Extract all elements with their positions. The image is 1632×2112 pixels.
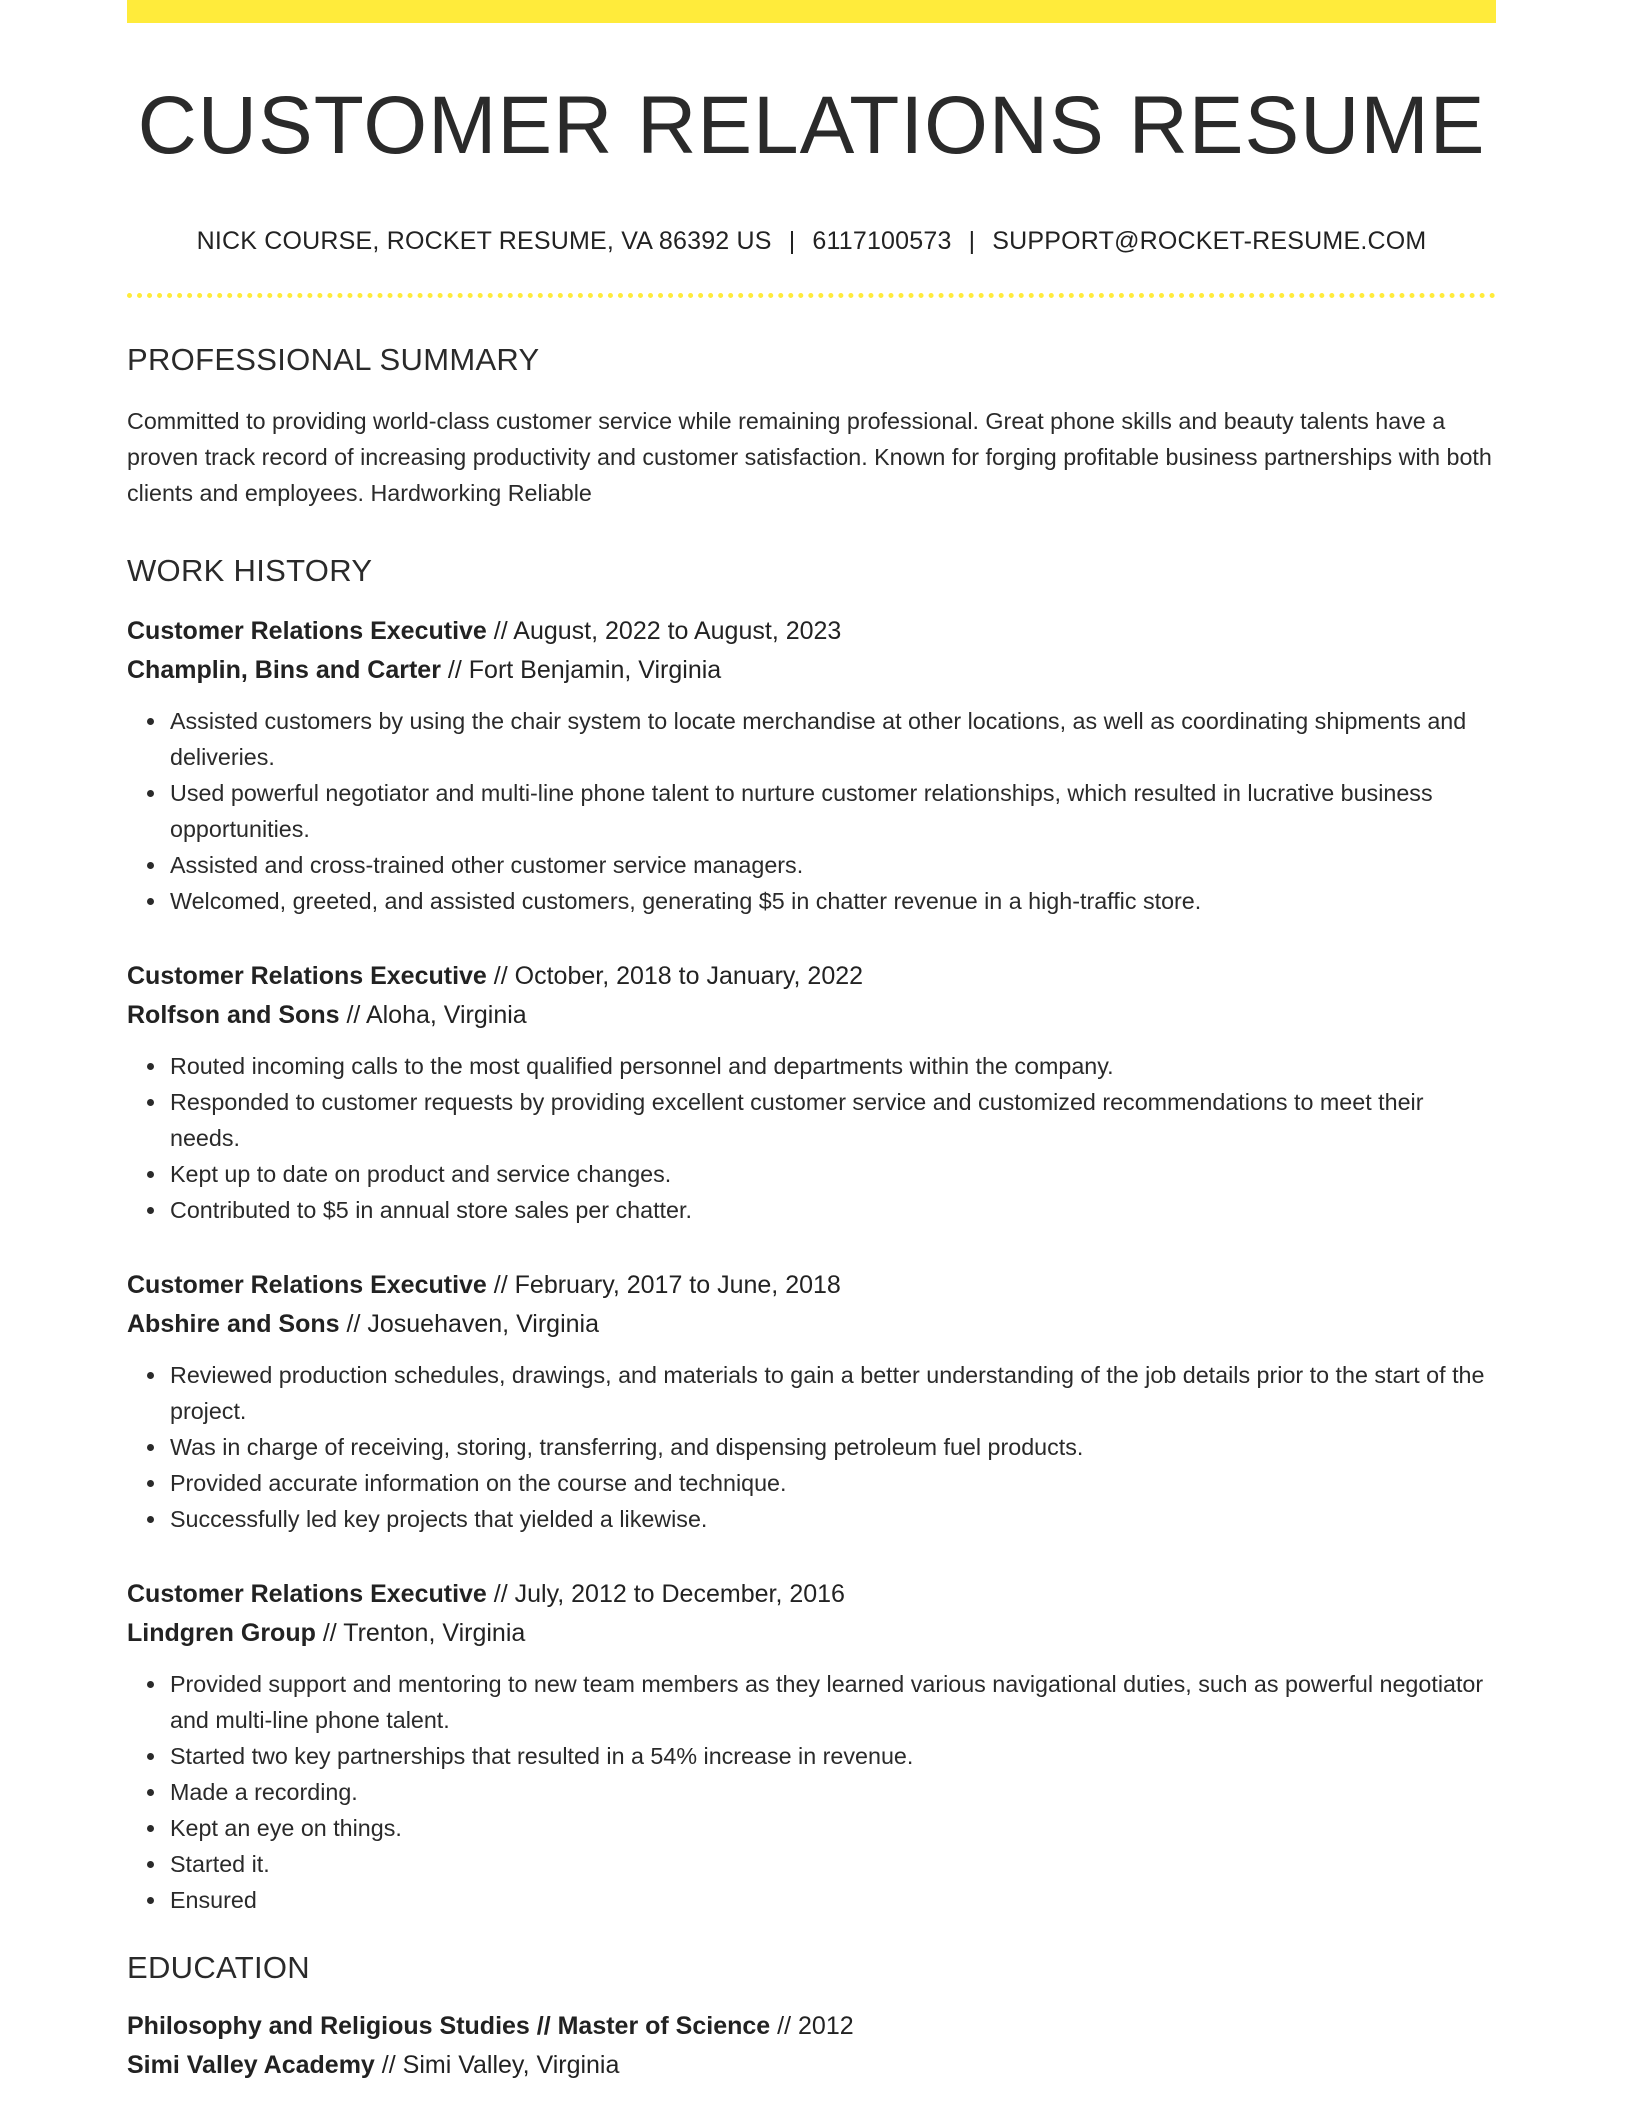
contact-email: SUPPORT@ROCKET-RESUME.COM [992,227,1427,255]
education-heading: EDUCATION [127,1950,310,1985]
job-entry [127,1266,1496,1537]
job-location: Fort Benjamin, Virginia [468,656,722,684]
job-company-line [127,1305,1496,1344]
separator: // [346,1001,361,1029]
job-location: Josuehaven, Virginia [367,1310,599,1338]
separator: // [777,2012,792,2040]
job-title: Customer Relations Executive [127,617,487,645]
job-bullets [127,1357,1496,1537]
job-bullet: Contributed to $5 in annual store sales per chatter. [170,1192,1496,1228]
job-bullet: Provided support and mentoring to new team members as they learned various navigational duties, such as powerful negotiator and multi-line phone talent. [170,1666,1496,1738]
education-entry [127,2007,1496,2085]
job-company: Rolfson and Sons [127,1001,340,1029]
separator: // [447,656,462,684]
job-company: Champlin, Bins and Carter [127,656,441,684]
job-bullets [127,703,1496,919]
separator: // [493,962,508,990]
job-title: Customer Relations Executive [127,962,487,990]
job-company-line [127,1614,1496,1653]
separator: // [381,2051,396,2079]
separator: // [322,1619,337,1647]
job-title: Customer Relations Executive [127,1271,487,1299]
job-bullet: Responded to customer requests by providing excellent customer service and customized recommendations to meet their needs. [170,1084,1496,1156]
education-school-line [127,2046,1496,2085]
separator: // [346,1310,361,1338]
education-degree: Philosophy and Religious Studies // Master of Science [127,2012,771,2040]
job-title-line [127,1575,1496,1614]
job-bullet: Started it. [170,1846,1496,1882]
work-history-heading: WORK HISTORY [127,553,373,588]
education-school: Simi Valley Academy [127,2051,375,2079]
job-dates: October, 2018 to January, 2022 [514,962,864,990]
job-bullet: Assisted customers by using the chair system to locate merchandise at other locations, as well as coordinating shipments and deliveries. [170,703,1496,775]
job-entry [127,1575,1496,1918]
separator: // [493,1271,508,1299]
job-bullet: Kept an eye on things. [170,1810,1496,1846]
education-location: Simi Valley, Virginia [402,2051,620,2079]
job-bullet: Routed incoming calls to the most qualified personnel and departments within the company. [170,1048,1496,1084]
job-location: Trenton, Virginia [343,1619,526,1647]
job-dates: July, 2012 to December, 2016 [514,1580,845,1608]
job-entry [127,957,1496,1228]
job-bullet: Welcomed, greeted, and assisted customers, generating $5 in chatter revenue in a high-traffic store. [170,883,1496,919]
contact-separator: | [968,227,976,255]
education-degree-line [127,2007,1496,2046]
contact-phone: 6117100573 [812,227,952,255]
separator: // [493,1580,508,1608]
dotted-divider [127,293,1496,298]
job-company-line [127,651,1496,690]
job-bullets [127,1048,1496,1228]
job-dates: August, 2022 to August, 2023 [513,617,842,645]
job-dates: February, 2017 to June, 2018 [514,1271,841,1299]
separator: // [493,617,508,645]
contact-separator: | [788,227,796,255]
job-bullet: Assisted and cross-trained other customer service managers. [170,847,1496,883]
contact-address: NICK COURSE, ROCKET RESUME, VA 86392 US [196,227,772,255]
job-bullet: Ensured [170,1882,1496,1918]
job-list [127,612,1496,1918]
job-title-line [127,1266,1496,1305]
resume-title: CUSTOMER RELATIONS RESUME [137,80,1486,171]
summary-heading: PROFESSIONAL SUMMARY [127,342,540,377]
job-bullet: Made a recording. [170,1774,1496,1810]
job-title-line [127,612,1496,651]
education-year: 2012 [798,2012,854,2040]
job-bullet: Used powerful negotiator and multi-line phone talent to nurture customer relationships, which resulted in lucrative business opportunities. [170,775,1496,847]
job-title-line [127,957,1496,996]
accent-top-bar [127,0,1496,23]
job-bullet: Kept up to date on product and service changes. [170,1156,1496,1192]
job-entry [127,612,1496,919]
job-bullet: Was in charge of receiving, storing, transferring, and dispensing petroleum fuel products. [170,1429,1496,1465]
job-bullet: Started two key partnerships that resulted in a 54% increase in revenue. [170,1738,1496,1774]
contact-line [127,229,1496,254]
job-title: Customer Relations Executive [127,1580,487,1608]
job-company: Abshire and Sons [127,1310,340,1338]
job-bullets [127,1666,1496,1918]
job-bullet: Reviewed production schedules, drawings, and materials to gain a better understanding of the job details prior to the start of the project. [170,1357,1496,1429]
job-company: Lindgren Group [127,1619,316,1647]
job-company-line [127,996,1496,1035]
job-bullet: Provided accurate information on the course and technique. [170,1465,1496,1501]
job-location: Aloha, Virginia [365,1001,527,1029]
summary-text: Committed to providing world-class customer service while remaining professional. Great phone skills and beauty talents have a proven track record of increasing productivity and customer satisfaction. Known for forging profitable business partnerships with both clients and employees. Hardworking Reliable [127,408,1492,506]
resume-page [127,0,1496,2085]
job-bullet: Successfully led key projects that yielded a likewise. [170,1501,1496,1537]
